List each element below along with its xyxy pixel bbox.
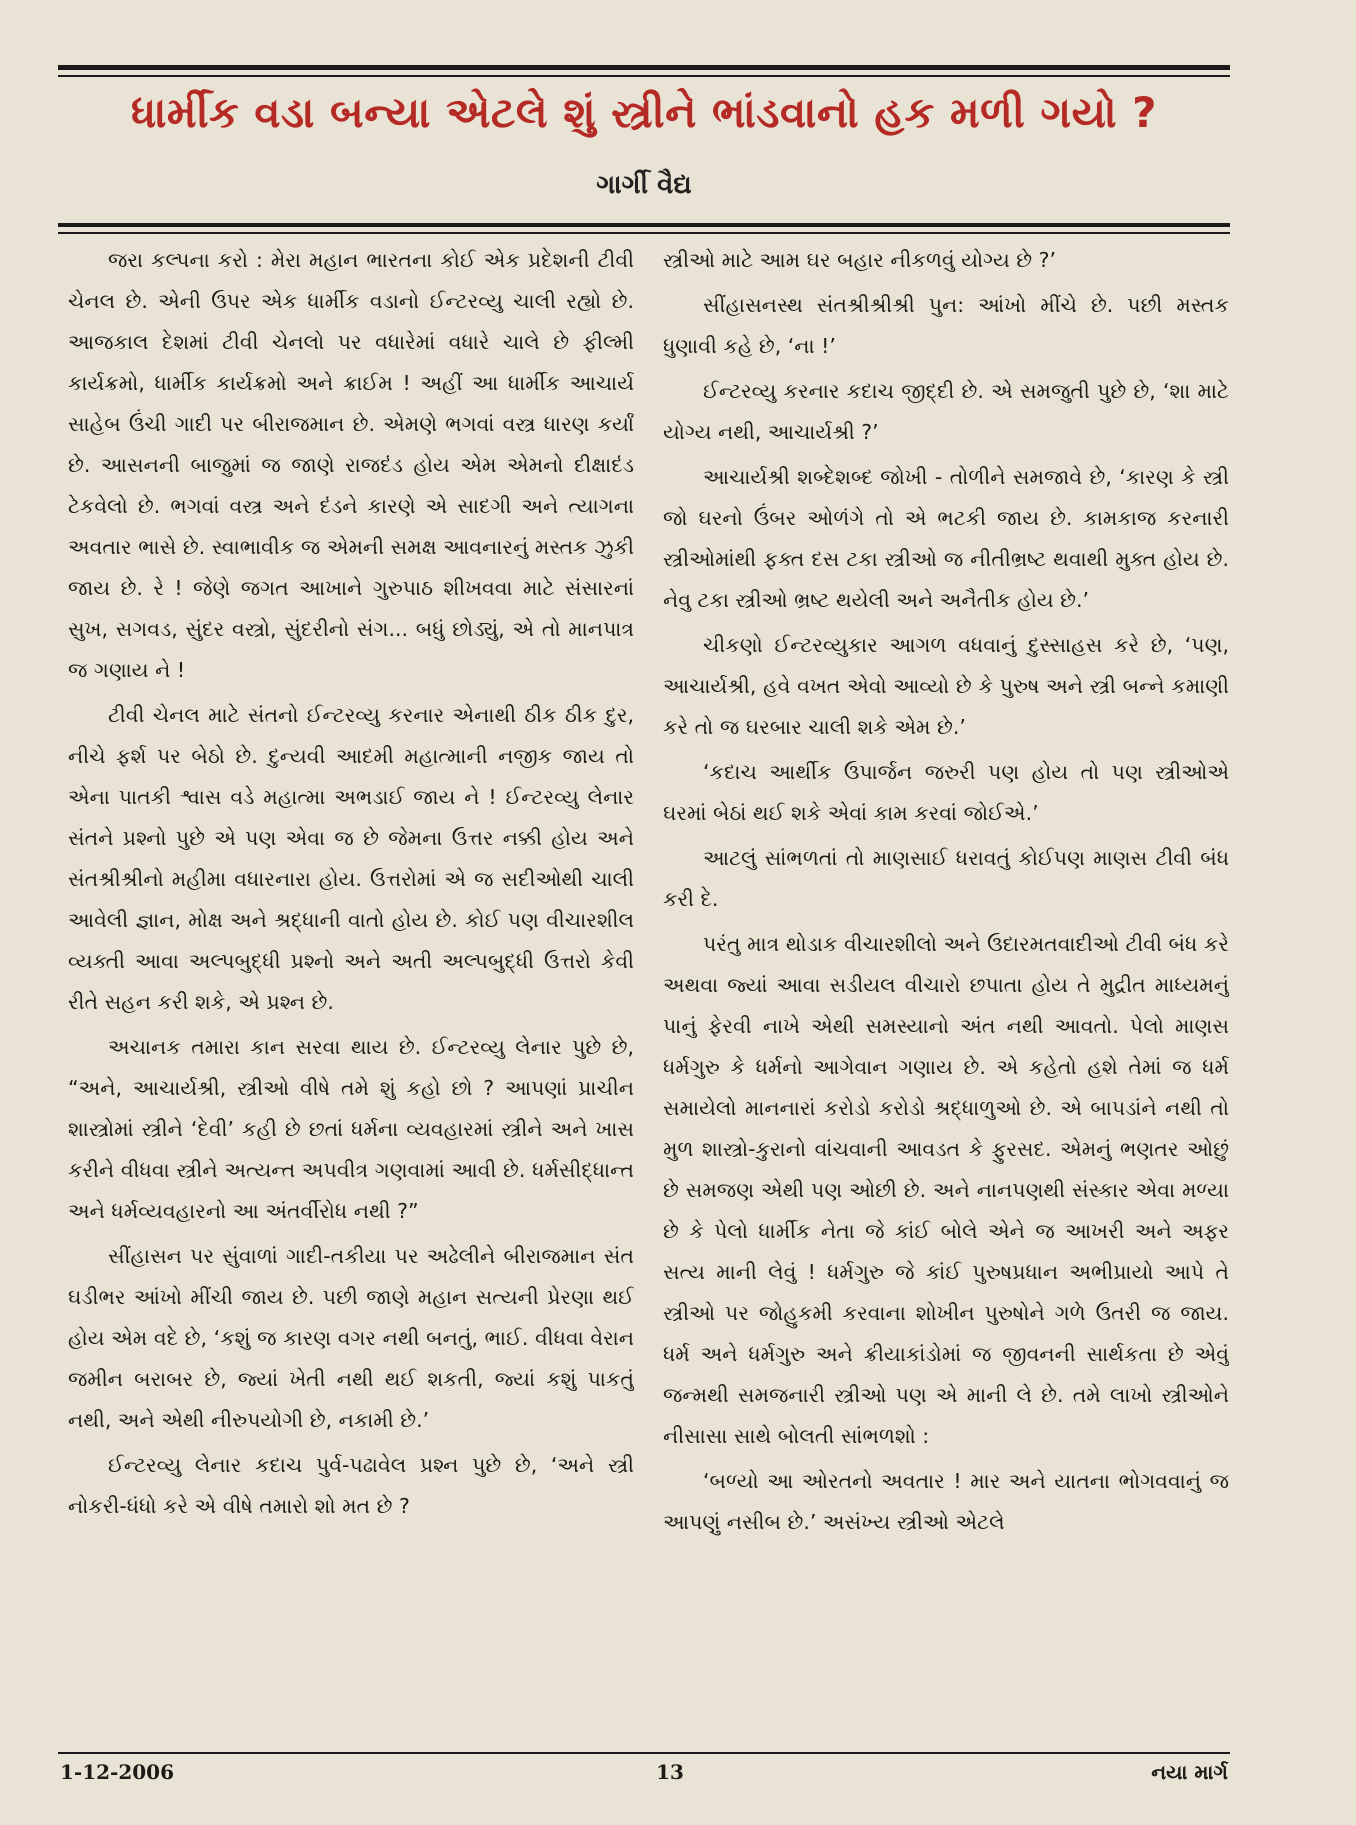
title-rule-thick bbox=[58, 223, 1230, 227]
header-rule-thin bbox=[58, 75, 1230, 77]
header-rule-thick bbox=[58, 65, 1230, 70]
left-column bbox=[68, 240, 634, 1730]
paragraph: સીંહાસનસ્થ સંતશ્રીશ્રીશ્રી પુન: આંખો મીંચે છે. પછી મસ્તક ધુણાવી કહે છે, ‘ના !’ bbox=[663, 293, 1229, 358]
article-author: ગાર્ગી વૈદ્ય bbox=[596, 170, 692, 200]
paragraph: ઈન્ટરવ્યુ લેનાર કદાચ પુર્વ-પઢાવેલ પ્રશ્ન પુછે છે, ‘અને સ્ત્રી નોકરી-ધંધો કરે એ વીષે તમારો શો મત છે ? bbox=[68, 1453, 634, 1518]
paragraph: જરા કલ્પના કરો : મેરા મહાન ભારતના કોઈ એક પ્રદેશની ટીવી ચેનલ છે. એની ઉપર એક ધાર્મીક વડાનો ઈન્ટરવ્યુ ચાલી રહ્યો છે. આજકાલ દેશમાં ટીવી ચેનલો પર વધારેમાં વધારે ચાલે છે ફીલ્મી કાર્યક્રમો, ધાર્મીક કાર્યક્રમો અને ક્રાઈમ ! અહીં આ ધાર્મીક આચાર્ય સાહેબ ઉંચી ગાદી પર બીરાજમાન છે. એમણે ભગવાં વસ્ત્ર ધારણ કર્યાં છે. આસનની બાજુમાં જ જાણે રાજદંડ હોય એમ એમનો દીક્ષાદંડ ટેકવેલો છે. ભગવાં વસ્ત્ર અને દંડને કારણે એ સાદગી અને ત્યાગના અવતાર ભાસે છે. સ્વાભાવીક જ એમની સમક્ષ આવનારનું મસ્તક ઝુકી જાય છે. રે ! જેણે જગત આખાને ગુરુપાઠ શીખવવા માટે સંસારનાં સુખ, સગવડ, સુંદર વસ્ત્રો, સુંદરીનો સંગ... બધું છોડ્યું, એ તો માનપાત્ર જ ગણાય ને ! bbox=[68, 248, 634, 682]
paragraph: પરંતુ માત્ર થોડાક વીચારશીલો અને ઉદારમતવાદીઓ ટીવી બંધ કરે અથવા જ્યાં આવા સડીયલ વીચારો છપાતા હોય તે મુદ્રીત માધ્યમનું પાનું ફેરવી નાખે એથી સમસ્યાનો અંત નથી આવતો. પેલો માણસ ધર્મગુરુ કે ધર્મનો આગેવાન ગણાય છે. એ કહેતો હશે તેમાં જ ધર્મ સમાયેલો માનનારાં કરોડો કરોડો શ્રદ્ધાળુઓ છે. એ બાપડાંને નથી તો મુળ શાસ્ત્રો-કુરાનો વાંચવાની આવડત કે ફુરસદ. એમનું ભણતર ઓછું છે સમજણ એથી પણ ઓછી છે. અને નાનપણથી સંસ્કાર એવા મળ્યા છે કે પેલો ધાર્મીક નેતા જે કાંઈ બોલે એને જ આખરી અને અફર સત્ય માની લેવું ! ધર્મગુરુ જે કાંઈ પુરુષપ્રધાન અભીપ્રાયો આપે તે સ્ત્રીઓ પર જોહુકમી કરવાના શોખીન પુરુષોને ગળે ઉતરી જ જાય. ધર્મ અને ધર્મગુરુ અને ક્રીયાકાંડોમાં જ જીવનની સાર્થકતા છે એવું જન્મથી સમજનારી સ્ત્રીઓ પણ એ માની લે છે. તમે લાખો સ્ત્રીઓને નીસાસા સાથે બોલતી સાંભળશો : bbox=[663, 932, 1229, 1448]
right-column bbox=[663, 240, 1229, 1730]
title-rule-thin bbox=[58, 232, 1230, 234]
paragraph-continued: સ્ત્રીઓ માટે આમ ઘર બહાર નીકળવું યોગ્ય છે ?’ bbox=[663, 248, 1057, 272]
paragraph: સીંહાસન પર સુંવાળાં ગાદી-તકીયા પર અઢેલીને બીરાજમાન સંત ઘડીભર આંખો મીંચી જાય છે. પછી જાણે મહાન સત્યની પ્રેરણા થઈ હોય એમ વદે છે, ‘કશું જ કારણ વગર નથી બનતું, ભાઈ. વીધવા વેરાન જમીન બરાબર છે, જ્યાં ખેતી નથી થઈ શકતી, જ્યાં કશું પાકતું નથી, અને એથી નીરુપયોગી છે, નકામી છે.’ bbox=[68, 1244, 634, 1432]
article-title: ધાર્મીક વડા બન્યા એટલે શું સ્ત્રીને ભાંડવાનો હક મળી ગયો ? bbox=[130, 88, 1158, 137]
paragraph: ટીવી ચેનલ માટે સંતનો ઈન્ટરવ્યુ કરનાર એનાથી ઠીક ઠીક દુર, નીચે ફર્શ પર બેઠો છે. દુન્યવી આદમી મહાત્માની નજીક જાય તો એના પાતકી શ્વાસ વડે મહાત્મા અભડાઈ જાય ને ! ઈન્ટરવ્યુ લેનાર સંતને પ્રશ્નો પુછે એ પણ એવા જ છે જેમના ઉત્તર નક્કી હોય અને સંતશ્રીશ્રીનો મહીમા વધારનારા હોય. ઉત્તરોમાં એ જ સદીઓથી ચાલી આવેલી જ્ઞાન, મોક્ષ અને શ્રદ્ધાની વાતો હોય છે. કોઈ પણ વીચારશીલ વ્યક્તી આવા અલ્પબુદ્ધી પ્રશ્નો અને અતી અલ્પબુદ્ધી ઉત્તરો કેવી રીતે સહન કરી શકે, એ પ્રશ્ન છે. bbox=[68, 703, 634, 1014]
magazine-name: નયા માર્ગ bbox=[1151, 1760, 1228, 1784]
paragraph: આટલું સાંભળતાં તો માણસાઈ ધરાવતું કોઈપણ માણસ ટીવી બંધ કરી દે. bbox=[663, 846, 1229, 911]
paragraph: ચીકણો ઈન્ટરવ્યુકાર આગળ વધવાનું દુસ્સાહસ કરે છે, ‘પણ, આચાર્યશ્રી, હવે વખત એવો આવ્યો છે કે પુરુષ અને સ્ત્રી બન્ને કમાણી કરે તો જ ઘરબાર ચાલી શકે એમ છે.’ bbox=[663, 633, 1229, 739]
paragraph: ‘બળ્યો આ ઓરતનો અવતાર ! માર અને યાતના ભોગવવાનું જ આપણું નસીબ છે.’ અસંખ્ય સ્ત્રીઓ એટલે bbox=[663, 1469, 1229, 1534]
page-number: 13 bbox=[656, 1760, 684, 1784]
paragraph: અચાનક તમારા કાન સરવા થાય છે. ઈન્ટરવ્યુ લેનાર પુછે છે, “અને, આચાર્યશ્રી, સ્ત્રીઓ વીષે તમે શું કહો છો ? આપણાં પ્રાચીન શાસ્ત્રોમાં સ્ત્રીને ‘દેવી’ કહી છે છતાં ધર્મના વ્યવહારમાં સ્ત્રીને અને ખાસ કરીને વીધવા સ્ત્રીને અત્યન્ત અપવીત્ર ગણવામાં આવી છે. ધર્મસીદ્ધાન્ત અને ધર્મવ્યવહારનો આ અંતર્વીરોધ નથી ?” bbox=[68, 1035, 634, 1223]
footer-rule bbox=[58, 1752, 1230, 1754]
footer-date: 1-12-2006 bbox=[60, 1760, 175, 1784]
paragraph: ‘કદાચ આર્થીક ઉપાર્જન જરુરી પણ હોય તો પણ સ્ત્રીઓએ ઘરમાં બેઠાં થઈ શકે એવાં કામ કરવાં જોઈએ.’ bbox=[663, 760, 1229, 825]
paragraph: આચાર્યશ્રી શબ્દેશબ્દ જોખી - તોળીને સમજાવે છે, ‘કારણ કે સ્ત્રી જો ઘરનો ઉંબર ઓળંગે તો એ ભટકી જાય છે. કામકાજ કરનારી સ્ત્રીઓમાંથી ફક્ત દસ ટકા સ્ત્રીઓ જ નીતીભ્રષ્ટ થવાથી મુક્ત હોય છે. નેવુ ટકા સ્ત્રીઓ ભ્રષ્ટ થયેલી અને અનૈતીક હોય છે.’ bbox=[663, 465, 1229, 612]
paragraph: ઈન્ટરવ્યુ કરનાર કદાચ જીદ્દી છે. એ સમજુતી પુછે છે, ‘શા માટે યોગ્ય નથી, આચાર્યશ્રી ?’ bbox=[663, 379, 1229, 444]
